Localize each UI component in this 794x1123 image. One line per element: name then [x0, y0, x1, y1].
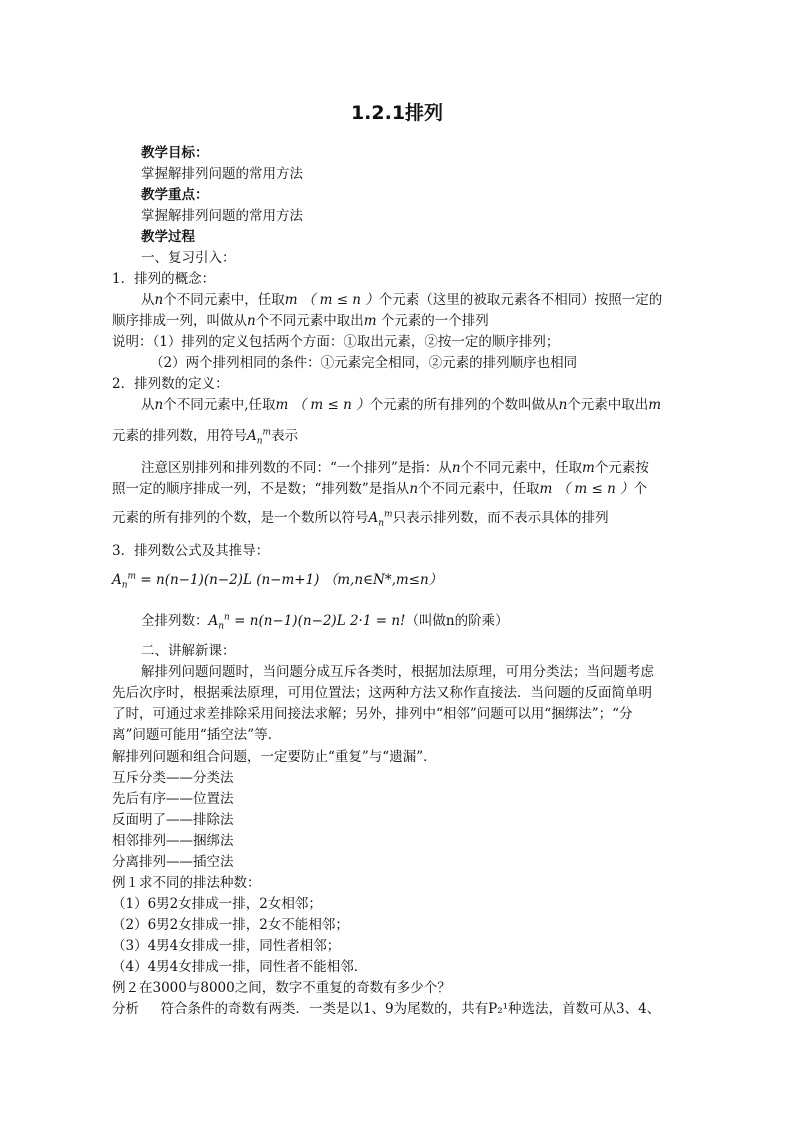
new-lesson-p1: 解排列问题问题时，当问题分成互斥各类时，根据加法原理，可用分类法；当问题考虑 — [141, 664, 654, 680]
permutation-formula: $A_n^m = n(n-1)(n-2)L$ (n−m+1) （m,n∈N*,m≤n） — [112, 571, 443, 591]
new-lesson-p3: 了时，可通过求差排除采用间接法求解；另外，排列中“相邻”问题可以用“捆绑法”；“分 — [112, 706, 633, 722]
example1-item3: （3）4男4女排成一排，同性者相邻； — [112, 938, 341, 954]
process-heading: 教学过程 — [141, 229, 195, 245]
section2-note-line2: 照一定的顺序排成一列，不是数；“排列数”是指从n个不同元素中，任取m （ m ≤ n ）个 — [112, 481, 648, 497]
method-1: 互斥分类——分类法 — [112, 770, 234, 786]
section2-heading: 2．排列数的定义： — [112, 376, 229, 392]
section1-para2: 顺序排成一列，叫做从n个不同元素中取出m 个元素的一个排列 — [112, 313, 489, 329]
example1-item4: （4）4男4女排成一排，同性者不能相邻． — [112, 959, 368, 975]
new-lesson-p5: 解排列问题和组合问题，一定要防止“重复”与“遗漏”． — [112, 749, 437, 765]
example2-heading: 例２在3000与8000之间，数字不重复的奇数有多少个？ — [112, 980, 451, 996]
method-3: 反面明了——排除法 — [112, 812, 234, 828]
full-permutation: 全排列数：$A_n^n = n(n-1)(n-2)L$ 2·1 = n!（叫做n的阶乘） — [141, 612, 509, 632]
section2-note-line3: 元素的所有排列的个数，是一个数所以符号$A_n^m$只表示排列数，而不表示具体的排列 — [112, 509, 609, 529]
section1-para1: 从n个不同元素中，任取m （ m ≤ n ）个元素（这里的被取元素各不相同）按照一定的 — [141, 292, 663, 308]
keypoint-heading: 教学重点： — [141, 187, 209, 203]
section1-note1: 说明：（1）排列的定义包括两个方面：①取出元素，②按一定的顺序排列； — [112, 334, 560, 350]
analysis-text: 符合条件的奇数有两类．一类是以1、9为尾数的，共有P₂¹种选法，首数可从3、4、 — [160, 1001, 661, 1017]
section3-heading: 3．排列数公式及其推导： — [112, 543, 270, 559]
objectives-text: 掌握解排列问题的常用方法 — [141, 166, 303, 182]
method-2: 先后有序——位置法 — [112, 791, 234, 807]
new-lesson-heading: 二、讲解新课： — [141, 643, 236, 659]
example1-item2: （2）6男2女排成一排，2女不能相邻； — [112, 917, 349, 933]
keypoint-text: 掌握解排列问题的常用方法 — [141, 208, 303, 224]
method-5: 分离排列——插空法 — [112, 854, 234, 870]
page-title: 1.2.1排列 — [350, 102, 444, 124]
section1-note2: （2）两个排列相同的条件：①元素完全相同，②元素的排列顺序也相同 — [150, 355, 578, 371]
analysis-label: 分析 — [112, 1001, 139, 1017]
new-lesson-p4: 离”问题可能用“插空法”等． — [112, 727, 282, 743]
section2-para2: 元素的排列数，用符号$A_n^m$表示 — [112, 427, 299, 447]
section2-para1: 从n个不同元素中,任取m （ m ≤ n ）个元素的所有排列的个数叫做从n个元素中取出m — [141, 397, 662, 413]
new-lesson-p2: 先后次序时，根据乘法原理，可用位置法；这两种方法又称作直接法．当问题的反面简单明 — [112, 685, 652, 701]
example1-item1: （1）6男2女排成一排，2女相邻； — [112, 896, 322, 912]
objectives-heading: 教学目标： — [141, 145, 209, 161]
example1-heading: 例１求不同的排法种数： — [112, 875, 261, 891]
section2-note-line1: 注意区别排列和排列数的不同：“一个排列”是指：从n个不同元素中，任取m个元素按 — [141, 460, 649, 476]
analysis-line — [112, 999, 660, 1020]
section1-heading: 1．排列的概念： — [112, 271, 216, 287]
review-heading: 一、复习引入： — [141, 250, 236, 266]
method-4: 相邻排列——捆绑法 — [112, 833, 234, 849]
